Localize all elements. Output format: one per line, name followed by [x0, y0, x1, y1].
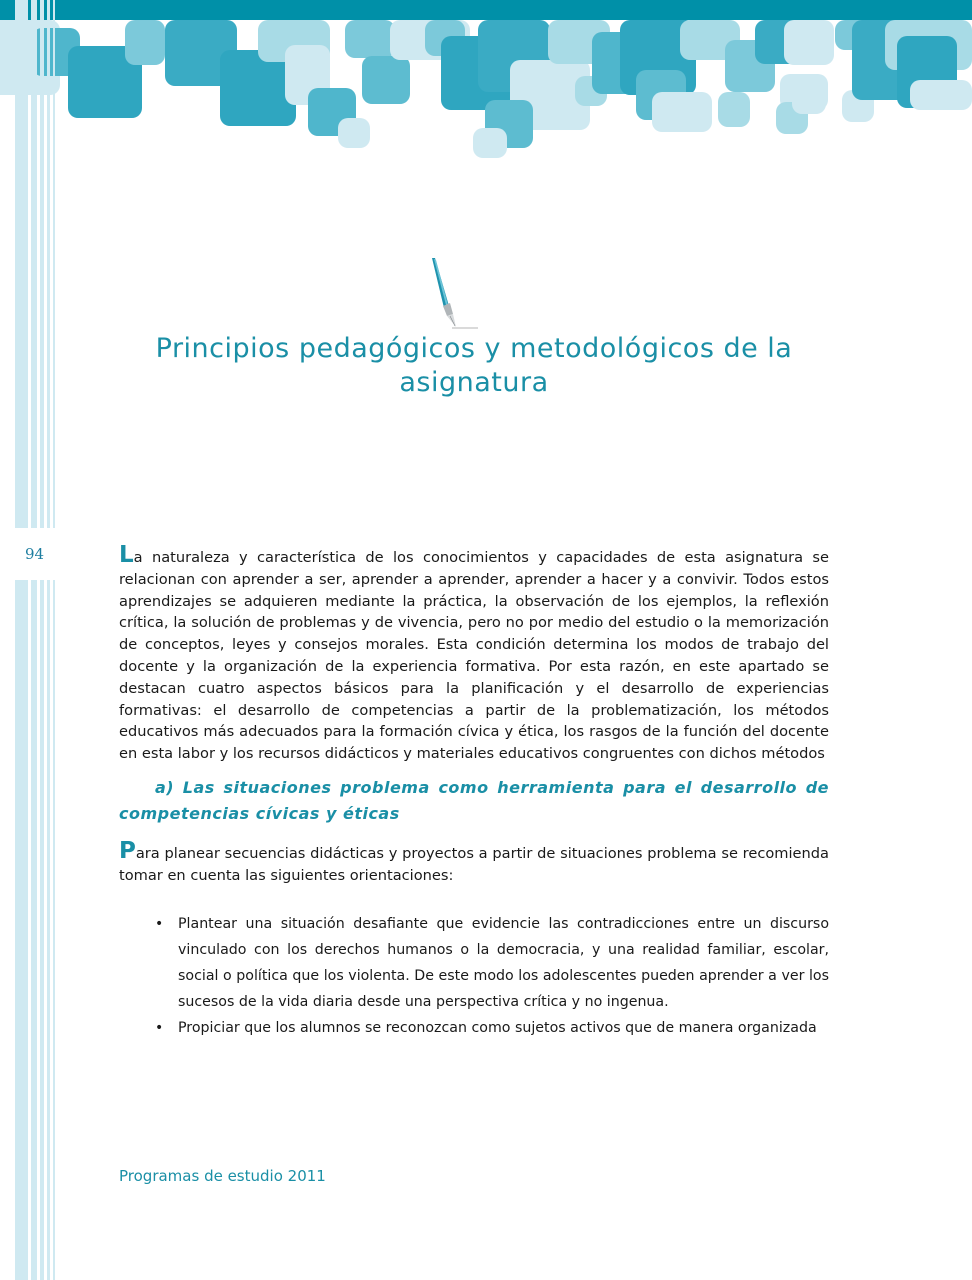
page-title: Principios pedagógicos y metodológicos de la asignatura: [155, 333, 793, 398]
orientation-list: [119, 911, 829, 1041]
list-item-text: Plantear una situación desafiante que evidencie las contradicciones entre un discurso vinculado con los derechos humanos o la democracia, y una realidad familiar, escolar, social o política que los violenta. De este modo los adolescentes pueden aprender a ver los sucesos de la vida diaria desde una perspectiva crítica y no ingenua.: [178, 915, 829, 1010]
bullet-icon: •: [155, 1019, 164, 1036]
list-item: [155, 911, 829, 1015]
list-item: [155, 1015, 829, 1041]
main-content: [119, 542, 829, 1041]
footer-text: Programas de estudio 2011: [119, 1167, 326, 1185]
left-margin-stripes: [0, 0, 60, 1280]
header-decoration: [0, 0, 972, 165]
para-text: ara planear secuencias didácticas y proyectos a partir de situaciones problema se recomienda tomar en cuenta las siguientes orientaciones:: [119, 844, 829, 884]
intro-text: a naturaleza y característica de los conocimientos y capacidades de esta asignatura se relacionan con aprender a ser, aprender a aprender, aprender a hacer y a convivir. Todos estos aprendizajes se adquieren mediante la práctica, la observación de los ejemplos, la reflexión crítica, la solución de problemas y de vivencia, pero no por medio del estudio o la memorización de conceptos, leyes y consejos morales. Esta condición determina los modos de trabajo del docente y la organización de la experiencia formativa. Por esta razón, en este apartado se destacan cuatro aspectos básicos para la planificación y el desarrollo de experiencias formativas: el desarrollo de competencias a partir de la problematización, los métodos educativos más adecuados para la formación cívica y ética, los rasgos de la función del docente en esta labor y los recursos didácticos y materiales educativos congruentes con dichos métodos: [119, 549, 829, 763]
page-number: 94: [25, 545, 45, 563]
orientation-paragraph: [119, 837, 829, 887]
bullet-icon: •: [155, 915, 164, 932]
section-subheading: a) Las situaciones problema como herramienta para el desarrollo de competencias cívicas y éticas: [119, 777, 829, 823]
list-item-text: Propiciar que los alumnos se reconozcan como sujetos activos que de manera organizada: [178, 1019, 817, 1036]
intro-paragraph: [119, 542, 829, 765]
fountain-pen-icon: [426, 256, 480, 332]
intro-dropcap: L: [119, 542, 134, 568]
para-dropcap: P: [119, 837, 136, 864]
